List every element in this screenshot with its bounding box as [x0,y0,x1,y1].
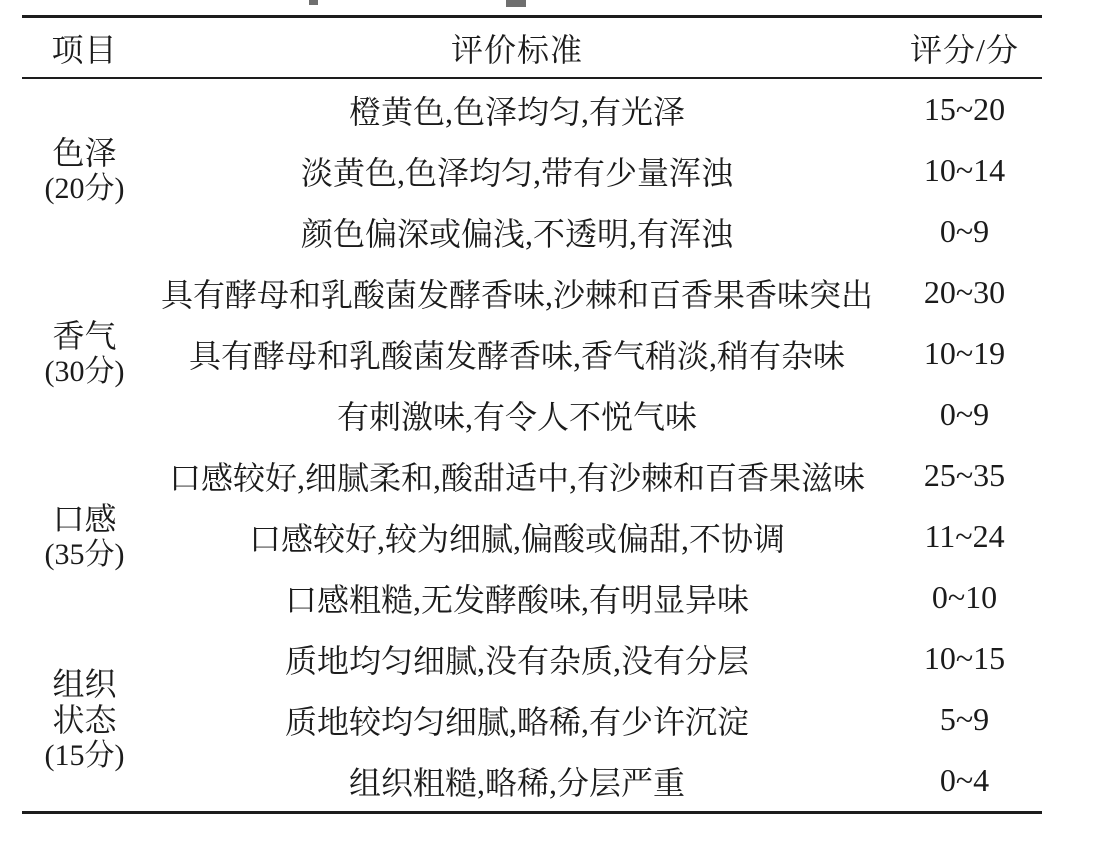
criteria-cell: 组织粗糙,略稀,分层严重 [348,764,685,801]
score-cell: 10~19 [923,335,1006,371]
criteria-cell: 具有酵母和乳酸菌发酵香味,沙棘和百香果香味突出 [160,276,873,313]
table-header-row [22,18,1042,79]
header-item: 项目 [51,31,118,68]
group-label-line: 状态 [52,701,117,738]
header-criteria: 评价标准 [450,31,583,68]
group-label-aroma [22,262,147,445]
group-label-taste [22,445,147,628]
score-cell: 25~35 [923,457,1006,493]
criteria-cell: 具有酵母和乳酸菌发酵香味,香气稍淡,稍有杂味 [188,337,845,374]
group-label-line: 香气 [52,317,117,354]
score-cell: 0~4 [939,762,990,798]
group-label-color [22,79,147,262]
group-label-line: 组织 [52,665,117,702]
group-label-texture-state [22,628,147,811]
criteria-cell: 口感粗糙,无发酵酸味,有明显异味 [284,581,749,618]
cropped-caption-fragment [506,0,526,7]
criteria-cell: 质地较均匀细腻,略稀,有少许沉淀 [284,703,749,740]
criteria-cell: 有刺激味,有令人不悦气味 [336,398,697,435]
score-cell: 5~9 [939,701,990,737]
score-cell: 10~14 [923,152,1006,188]
group-label-points: (15分) [44,738,125,772]
score-cell: 0~9 [939,396,990,432]
group-label-points: (35分) [44,537,125,571]
group-aroma [22,262,1042,445]
criteria-cell: 淡黄色,色泽均匀,带有少量浑浊 [300,154,733,191]
score-cell: 0~10 [931,579,998,615]
score-cell: 10~15 [923,640,1006,676]
criteria-cell: 颜色偏深或偏浅,不透明,有浑浊 [300,215,733,252]
group-taste [22,445,1042,628]
group-texture-state [22,628,1042,811]
group-label-line: 色泽 [52,134,117,171]
criteria-cell: 口感较好,较为细腻,偏酸或偏甜,不协调 [248,520,785,557]
group-label-line: 口感 [52,500,117,537]
sensory-scoring-table [22,15,1042,814]
group-label-points: (30分) [44,354,125,388]
header-score: 评分/分 [910,31,1019,68]
score-cell: 15~20 [923,91,1006,127]
criteria-cell: 质地均匀细腻,没有杂质,没有分层 [284,642,749,679]
cropped-caption-fragment [309,0,318,5]
score-cell: 11~24 [924,518,1005,554]
group-label-points: (20分) [44,171,125,205]
score-cell: 0~9 [939,213,990,249]
criteria-cell: 橙黄色,色泽均匀,有光泽 [348,93,685,130]
criteria-cell: 口感较好,细腻柔和,酸甜适中,有沙棘和百香果滋味 [168,459,865,496]
score-cell: 20~30 [923,274,1006,310]
group-color [22,79,1042,262]
